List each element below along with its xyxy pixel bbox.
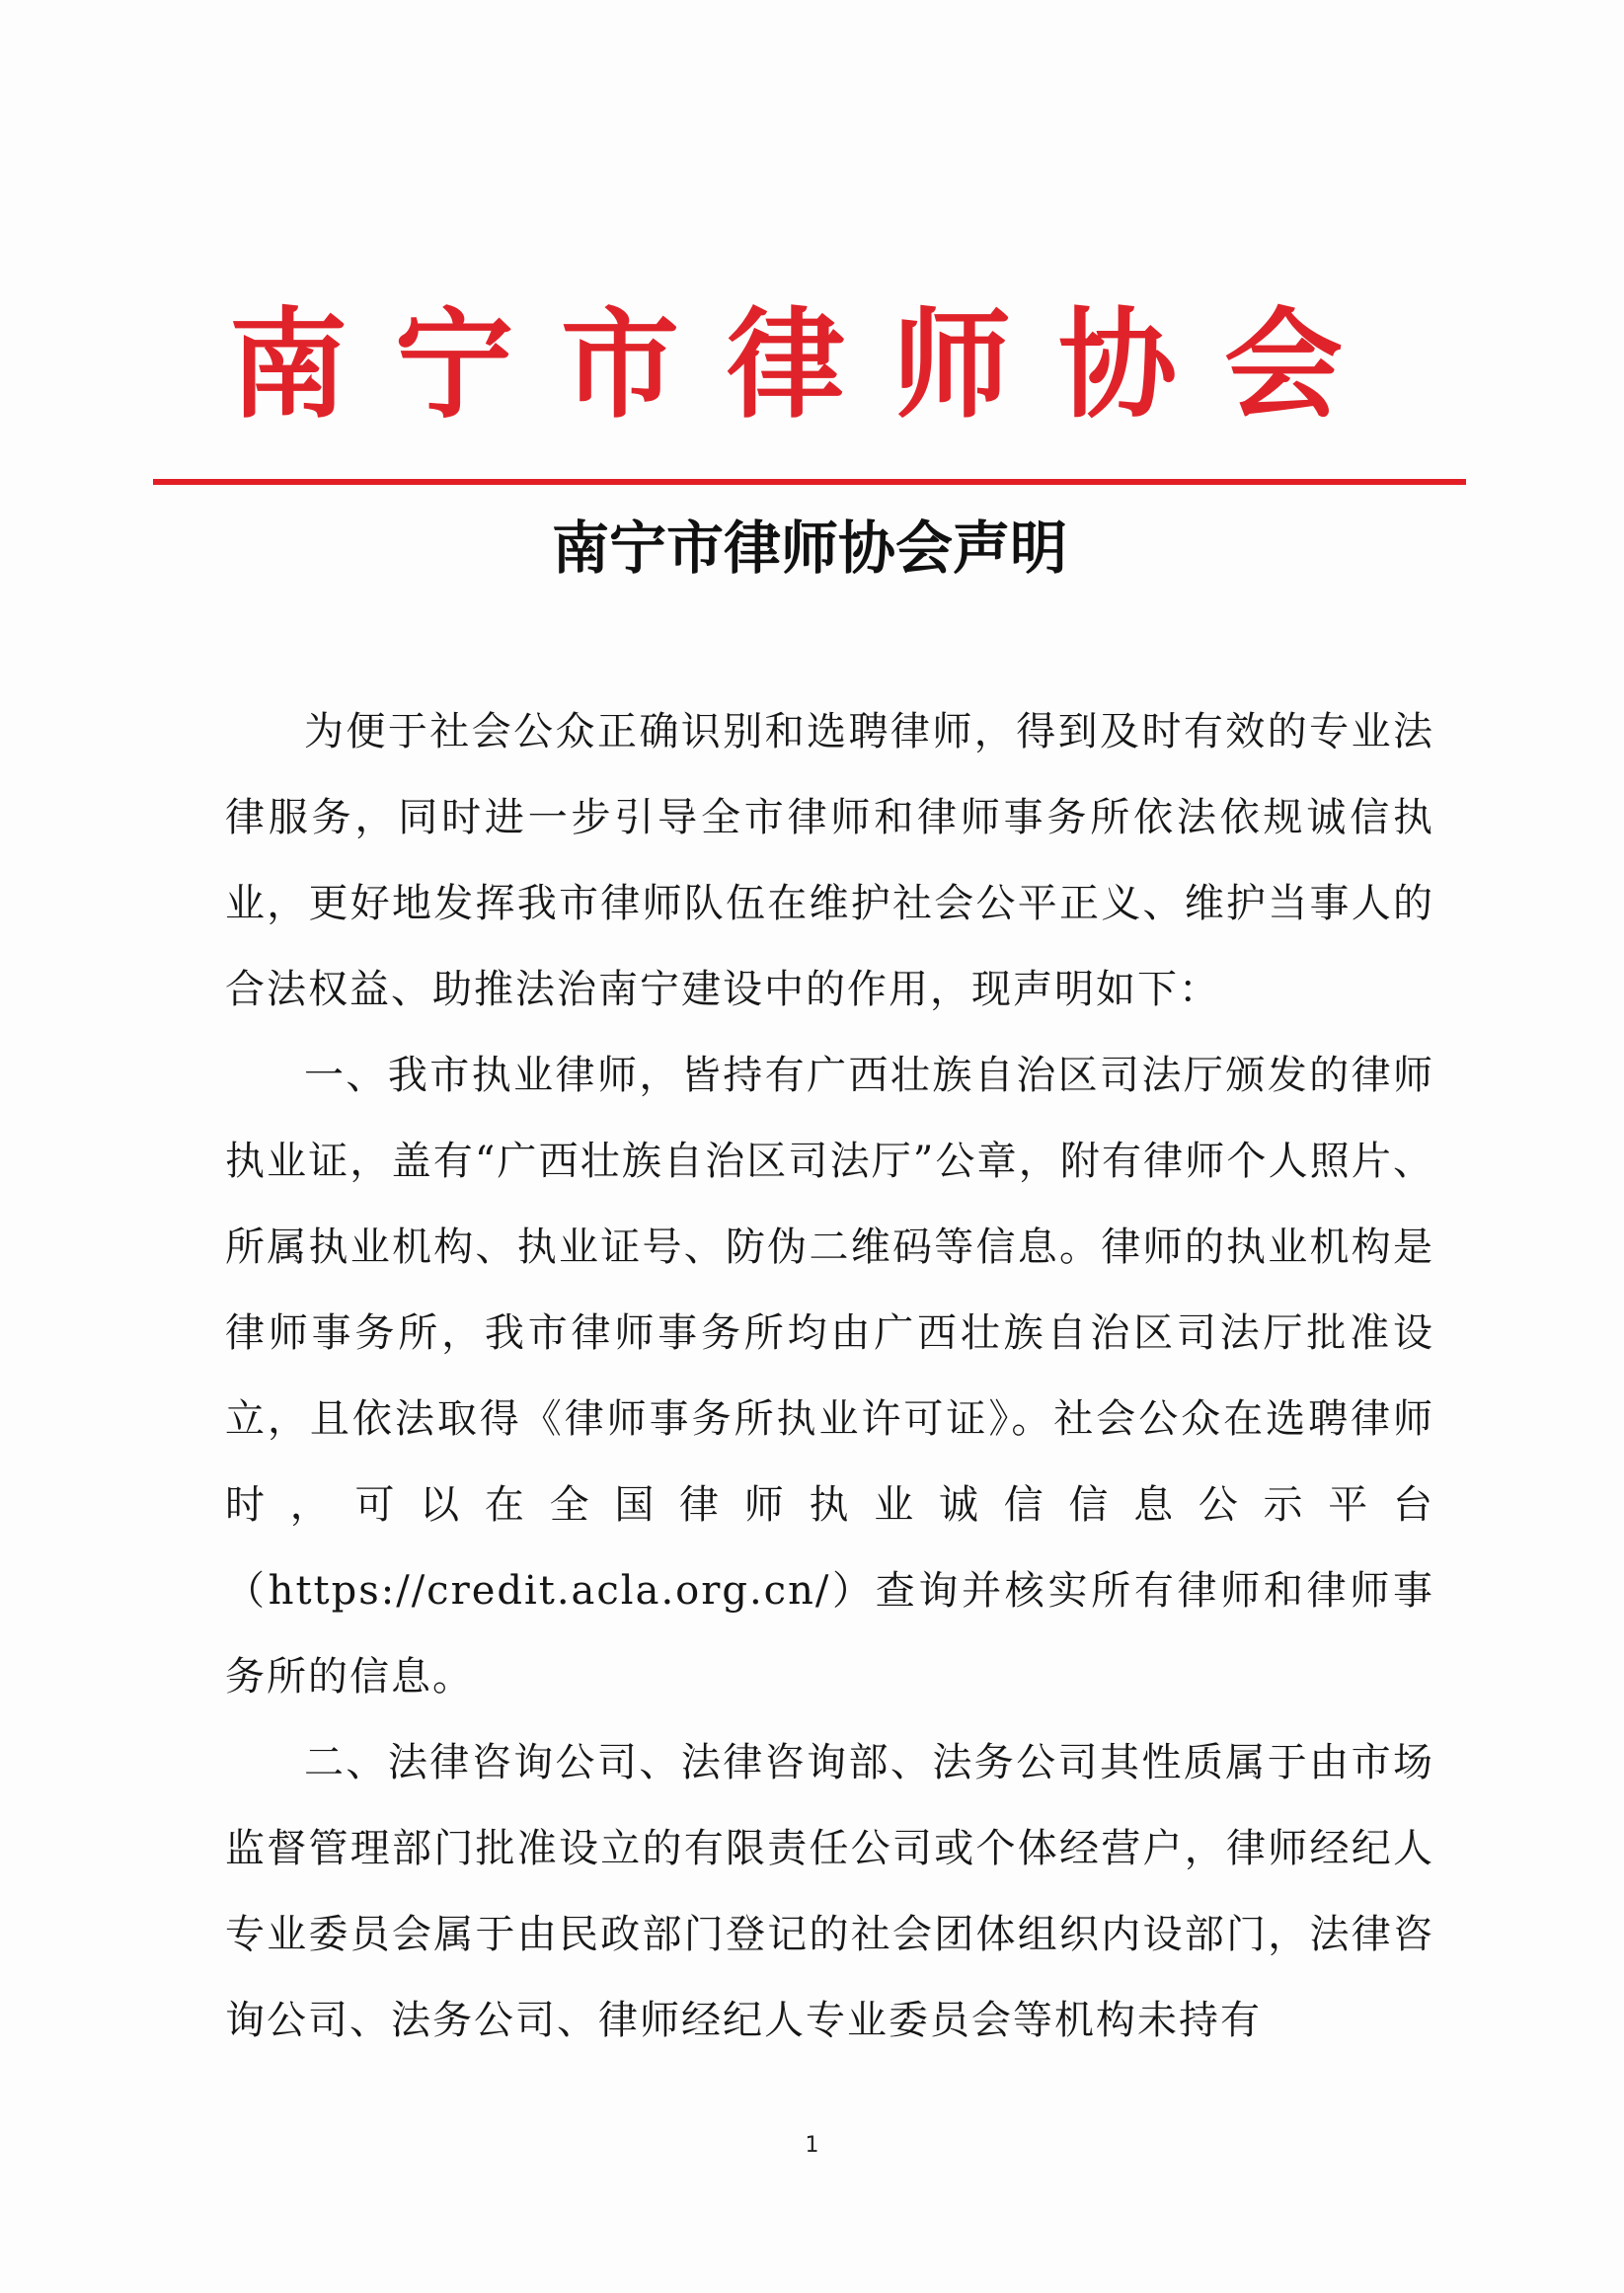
document-body: [225, 689, 1434, 2064]
body-paragraph: 二、法律咨询公司、法律咨询部、法务公司其性质属于由市场监督管理部门批准设立的有限责任公司或个体经营户，律师经纪人专业委员会属于由民政部门登记的社会团体组织内设部门，法律咨询公司、法务公司、律师经纪人专业委员会等机构未持有: [225, 1740, 1434, 2043]
organization-header: 南宁市律师协会: [229, 295, 1390, 435]
document-title: 南宁市律师协会声明: [551, 514, 1067, 582]
page-number: 1: [805, 2133, 819, 2158]
body-paragraph: 一、我市执业律师，皆持有广西壮族自治区司法厅颁发的律师执业证，盖有“广西壮族自治区司法厅”公章，附有律师个人照片、所属执业机构、执业证号、防伪二维码等信息。律师的执业机构是律师事务所，我市律师事务所均由广西壮族自治区司法厅批准设立，且依法取得《律师事务所执业许可证》。社会公众在选聘律师时，可以在全国律师执业诚信信息公示平台（https://credit.acla.org.cn/）查询并核实所有律师和律师事务所的信息。: [225, 1053, 1434, 1700]
header-divider: [153, 479, 1466, 485]
body-paragraph: 为便于社会公众正确识别和选聘律师，得到及时有效的专业法律服务，同时进一步引导全市律师和律师事务所依法依规诚信执业，更好地发挥我市律师队伍在维护社会公平正义、维护当事人的合法权益、助推法治南宁建设中的作用，现声明如下：: [225, 709, 1434, 1012]
